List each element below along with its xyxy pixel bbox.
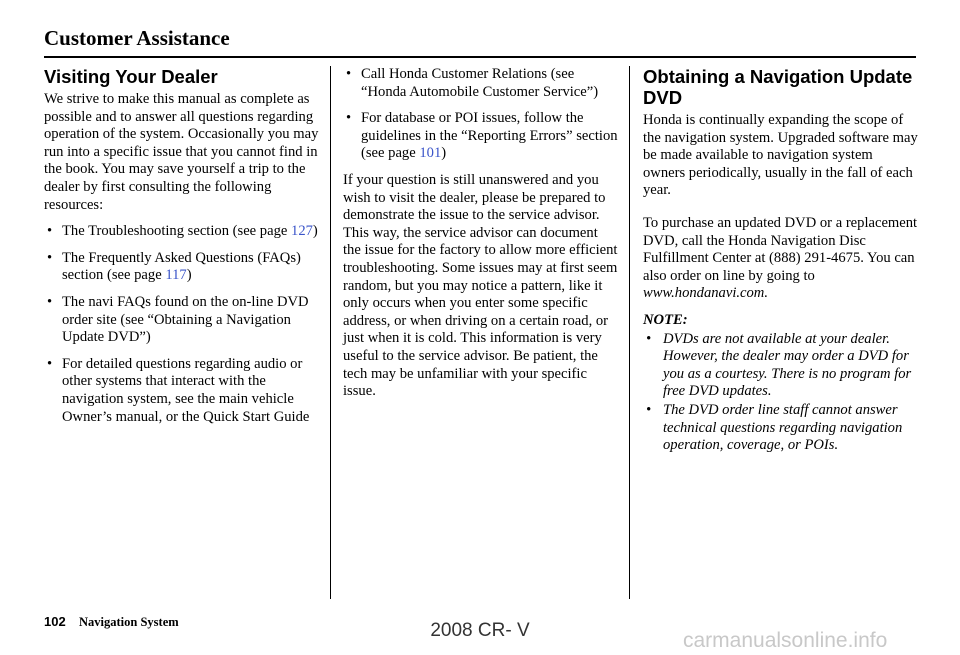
section-heading-update-dvd: Obtaining a Navigation Update DVD (643, 66, 913, 108)
column-divider (330, 66, 331, 599)
page-link-127[interactable]: 127 (291, 223, 313, 240)
page-title: Customer Assistance (44, 26, 230, 50)
column-middle (343, 66, 618, 410)
page-link-117[interactable]: 117 (165, 267, 187, 284)
note-heading: NOTE: (643, 311, 688, 328)
purchase-paragraph: To purchase an updated DVD or a replacement DVD, call the Honda Navigation Disc Fulfillment Center at (888) 291-4675. You can also order on line by going to www.hondanavi.com. (643, 214, 918, 302)
intro-paragraph: We strive to make this manual as complete as possible and to answer all questions regarding operation of the system. Occasionally you may run into a specific issue that you cannot find in the book. You may save yourself a trip to the dealer by first consulting the following resources: (44, 91, 319, 213)
page-link-101[interactable]: 101 (419, 145, 442, 162)
column-right (643, 66, 918, 456)
note-list (643, 331, 918, 455)
website-url[interactable]: www.hondanavi.com. (643, 285, 768, 302)
list-item: • Call Honda Customer Relations (see “Honda Automobile Customer Service”) (343, 66, 618, 101)
model-name: 2008 CR- V (430, 620, 530, 641)
section-heading-visiting-dealer: Visiting Your Dealer (44, 66, 218, 87)
list-item: • For database or POI issues, follow the guidelines in the “Reporting Errors” section (see page 101) (343, 110, 618, 163)
watermark: carmanualsonline.info (683, 629, 888, 652)
footer-label: Navigation System (79, 615, 179, 629)
column-left (44, 66, 319, 435)
update-paragraph: Honda is continually expanding the scope of the navigation system. Upgraded software may be made available to navigation system owners periodically, usually in the fall of each year. (643, 112, 918, 199)
list-item: • The Frequently Asked Questions (FAQs) section (see page 117) (44, 250, 319, 285)
column-divider (629, 66, 630, 599)
list-item: • The Troubleshooting section (see page 127) (44, 223, 319, 241)
resource-list-continued (343, 66, 618, 163)
list-item: • The navi FAQs found on the on-line DVD order site (see “Obtaining a Navigation Update DVD”) (44, 294, 319, 347)
note-item: • The DVD order line staff cannot answer technical questions regarding navigation operation, coverage, or POIs. (643, 402, 918, 455)
page-number: 102 (44, 614, 66, 629)
header-divider (44, 56, 916, 58)
resource-list (44, 223, 319, 426)
note-item: • DVDs are not available at your dealer. However, the dealer may order a DVD for you as a courtesy. There is no program for free DVD updates. (643, 331, 918, 401)
list-item: • For detailed questions regarding audio or other systems that interact with the navigation system, see the main vehicle Owner’s manual, or the Quick Start Guide (44, 356, 319, 426)
dealer-visit-paragraph: If your question is still unanswered and you wish to visit the dealer, please be prepared to demonstrate the issue to the service advisor. This way, the service advisor can document the issue for the factory to allow more efficient troubleshooting. Some issues may at first seem random, but you may notice a pattern, like it only occurs when you enter some specific address, or when driving on a certain road, or just when it is cold. This information is very useful to the service advisor. Be patient, the tech may be unfamiliar with your specific issue. (343, 171, 618, 400)
